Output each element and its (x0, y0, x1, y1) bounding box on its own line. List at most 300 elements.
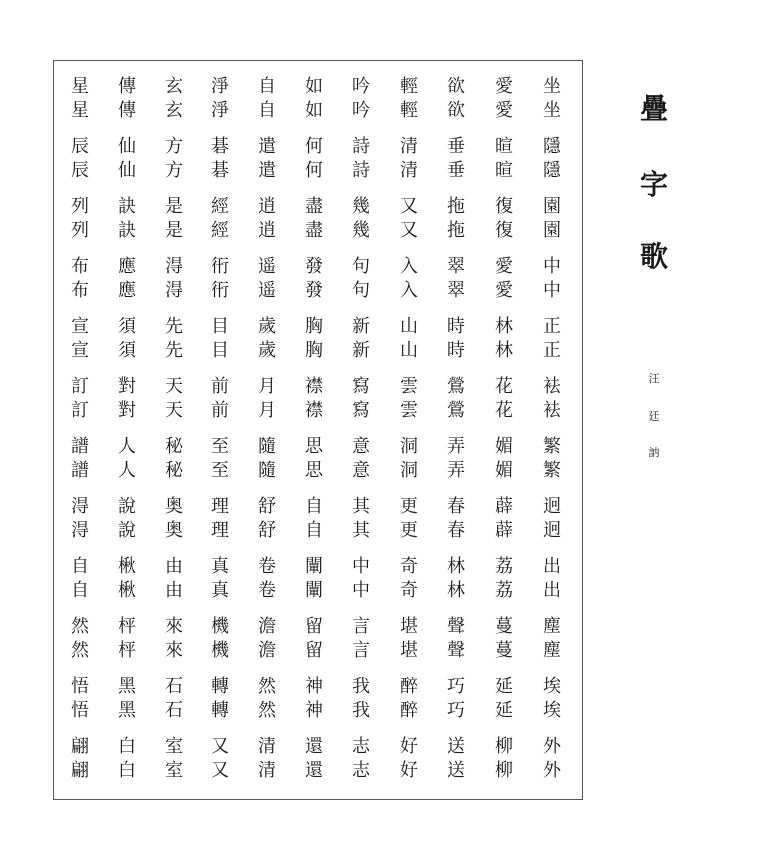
poem-char: 人 (118, 436, 136, 457)
poem-char: 理 (211, 496, 229, 517)
poem-char: 須 (118, 316, 136, 337)
poem-char: 林 (447, 556, 465, 577)
poem-cell (294, 253, 334, 313)
poem-char: 又 (211, 736, 229, 757)
poem-cell (200, 133, 240, 193)
poem-char: 方 (165, 160, 183, 181)
poem-cell (389, 193, 429, 253)
poem-char: 胸 (305, 316, 323, 337)
poem-char: 卷 (258, 580, 276, 601)
title-char: 字 (639, 168, 668, 201)
poem-char: 塵 (543, 616, 561, 637)
poem-cell (436, 313, 476, 373)
title-char: 疊 (639, 92, 668, 125)
poem-char: 坐 (543, 100, 561, 121)
poem-cell (154, 133, 194, 193)
poem-char: 雲 (400, 400, 418, 421)
poem-char: 天 (165, 400, 183, 421)
poem-cell (107, 373, 147, 433)
poem-char: 先 (165, 316, 183, 337)
poem-char: 隱 (543, 160, 561, 181)
poem-cell (436, 253, 476, 313)
poem-char: 洞 (400, 436, 418, 457)
poem-cell (389, 373, 429, 433)
poem-char: 外 (543, 760, 561, 781)
poem-char: 至 (211, 436, 229, 457)
poem-char: 列 (71, 220, 89, 241)
poem-char: 玄 (165, 76, 183, 97)
poem-column (389, 73, 429, 793)
poem-char: 列 (71, 196, 89, 217)
poem-cell (154, 553, 194, 613)
poem-cell (532, 73, 572, 133)
poem-cell (200, 373, 240, 433)
poem-char: 入 (400, 256, 418, 277)
poem-column (484, 73, 524, 793)
poem-cell (436, 493, 476, 553)
poem-cell (389, 73, 429, 133)
poem-char: 淨 (211, 100, 229, 121)
poem-cell (294, 733, 334, 793)
author-char: 汪 (648, 372, 660, 385)
poem-cell (436, 673, 476, 733)
poem-char: 林 (495, 340, 513, 361)
poem-char: 襟 (305, 400, 323, 421)
poem-char: 自 (258, 100, 276, 121)
poem-char: 山 (400, 316, 418, 337)
poem-cell (107, 553, 147, 613)
poem-char: 楸 (118, 556, 136, 577)
poem-char: 仙 (118, 136, 136, 157)
poem-column (436, 73, 476, 793)
poem-char: 然 (71, 616, 89, 637)
poem-frame (53, 60, 583, 800)
poem-char: 弄 (447, 460, 465, 481)
poem-char: 淨 (211, 76, 229, 97)
poem-cell (247, 313, 287, 373)
poem-char: 好 (400, 760, 418, 781)
poem-char: 闡 (305, 556, 323, 577)
poem-char: 巧 (447, 700, 465, 721)
poem-char: 幾 (352, 220, 370, 241)
poem-char: 說 (118, 496, 136, 517)
poem-cell (341, 133, 381, 193)
poem-cell (107, 733, 147, 793)
poem-char: 目 (211, 340, 229, 361)
poem-char: 說 (118, 520, 136, 541)
poem-char: 幾 (352, 196, 370, 217)
poem-char: 楸 (118, 580, 136, 601)
poem-cell (341, 193, 381, 253)
poem-cell (200, 553, 240, 613)
poem-cell (436, 733, 476, 793)
poem-cell (341, 613, 381, 673)
poem-cell (200, 433, 240, 493)
poem-char: 星 (71, 76, 89, 97)
poem-char: 經 (211, 196, 229, 217)
poem-cell (200, 673, 240, 733)
poem-cell (341, 253, 381, 313)
poem-cell (60, 373, 100, 433)
poem-char: 譜 (71, 436, 89, 457)
poem-char: 堪 (400, 616, 418, 637)
poem-char: 遥 (258, 256, 276, 277)
poem-cell (154, 253, 194, 313)
poem-char: 其 (352, 496, 370, 517)
poem-char: 機 (211, 616, 229, 637)
poem-cell (484, 613, 524, 673)
poem-cell (247, 673, 287, 733)
poem-cell (436, 73, 476, 133)
poem-cell (436, 553, 476, 613)
poem-cell (247, 373, 287, 433)
poem-char: 時 (447, 340, 465, 361)
poem-cell (532, 193, 572, 253)
poem-char: 襟 (305, 376, 323, 397)
poem-cell (200, 613, 240, 673)
poem-cell (294, 373, 334, 433)
poem-char: 出 (543, 556, 561, 577)
poem-cell (60, 313, 100, 373)
poem-char: 是 (165, 220, 183, 241)
poem-char: 復 (495, 220, 513, 241)
poem-cell (532, 493, 572, 553)
poem-char: 碁 (211, 160, 229, 181)
poem-char: 胸 (305, 340, 323, 361)
poem-char: 來 (165, 616, 183, 637)
poem-char: 延 (495, 676, 513, 697)
poem-cell (294, 313, 334, 373)
poem-char: 園 (543, 220, 561, 241)
poem-char: 由 (165, 556, 183, 577)
poem-char: 吟 (352, 100, 370, 121)
poem-char: 堪 (400, 640, 418, 661)
poem-cell (484, 133, 524, 193)
poem-char: 林 (447, 580, 465, 601)
poem-char: 林 (495, 316, 513, 337)
poem-char: 我 (352, 700, 370, 721)
poem-cell (294, 613, 334, 673)
poem-char: 自 (305, 520, 323, 541)
poem-char: 埃 (543, 700, 561, 721)
poem-char: 淂 (165, 256, 183, 277)
poem-char: 月 (258, 400, 276, 421)
poem-char: 轉 (211, 676, 229, 697)
poem-char: 迥 (543, 520, 561, 541)
poem-cell (154, 193, 194, 253)
poem-char: 柳 (495, 736, 513, 757)
poem-char: 埃 (543, 676, 561, 697)
poem-char: 春 (447, 520, 465, 541)
poem-char: 還 (305, 760, 323, 781)
poem-char: 山 (400, 340, 418, 361)
poem-char: 薜 (495, 496, 513, 517)
poem-char: 思 (305, 460, 323, 481)
poem-char: 卷 (258, 556, 276, 577)
poem-char: 自 (305, 496, 323, 517)
poem-cell (436, 133, 476, 193)
poem-char: 真 (211, 580, 229, 601)
poem-char: 澹 (258, 616, 276, 637)
poem-cell (60, 553, 100, 613)
poem-char: 寫 (352, 376, 370, 397)
poem-char: 送 (447, 760, 465, 781)
poem-char: 傳 (118, 100, 136, 121)
poem-char: 布 (71, 280, 89, 301)
poem-char: 然 (71, 640, 89, 661)
poem-char: 春 (447, 496, 465, 517)
poem-cell (294, 73, 334, 133)
poem-char: 奇 (400, 580, 418, 601)
poem-char: 暄 (495, 160, 513, 181)
poem-char: 遥 (258, 280, 276, 301)
poem-char: 歲 (258, 340, 276, 361)
poem-cell (484, 373, 524, 433)
poem-char: 對 (118, 400, 136, 421)
poem-cell (107, 493, 147, 553)
poem-char: 清 (258, 736, 276, 757)
poem-char: 垂 (447, 136, 465, 157)
poem-cell (154, 373, 194, 433)
poem-char: 句 (352, 256, 370, 277)
poem-char: 如 (305, 100, 323, 121)
poem-char: 坐 (543, 76, 561, 97)
poem-cell (532, 313, 572, 373)
poem-char: 仙 (118, 160, 136, 181)
poem-cell (247, 733, 287, 793)
poem-char: 志 (352, 736, 370, 757)
poem-char: 然 (258, 700, 276, 721)
poem-cell (107, 253, 147, 313)
poem-char: 蔓 (495, 640, 513, 661)
poem-char: 柳 (495, 760, 513, 781)
poem-char: 迥 (543, 496, 561, 517)
poem-char: 逍 (258, 196, 276, 217)
poem-char: 時 (447, 316, 465, 337)
poem-cell (107, 133, 147, 193)
poem-char: 清 (400, 136, 418, 157)
poem-cell (107, 673, 147, 733)
poem-char: 來 (165, 640, 183, 661)
poem-char: 是 (165, 196, 183, 217)
poem-char: 隱 (543, 136, 561, 157)
title-char: 歌 (639, 240, 668, 273)
poem-cell (341, 433, 381, 493)
poem-cell (200, 73, 240, 133)
poem-char: 志 (352, 760, 370, 781)
poem-char: 繁 (543, 436, 561, 457)
poem-cell (60, 493, 100, 553)
poem-column (154, 73, 194, 793)
poem-char: 愛 (495, 256, 513, 277)
poem-cell (154, 613, 194, 673)
poem-cell (60, 253, 100, 313)
poem-cell (389, 253, 429, 313)
poem-char: 白 (118, 736, 136, 757)
poem-char: 欲 (447, 100, 465, 121)
poem-char: 布 (71, 256, 89, 277)
poem-cell (154, 673, 194, 733)
poem-char: 正 (543, 340, 561, 361)
poem-char: 清 (400, 160, 418, 181)
poem-char: 雲 (400, 376, 418, 397)
poem-char: 醉 (400, 676, 418, 697)
poem-char: 至 (211, 460, 229, 481)
poem-char: 吟 (352, 76, 370, 97)
poem-char: 自 (258, 76, 276, 97)
poem-char: 衎 (211, 256, 229, 277)
poem-cell (532, 253, 572, 313)
poem-char: 應 (118, 256, 136, 277)
poem-char: 辰 (71, 136, 89, 157)
poem-char: 正 (543, 316, 561, 337)
poem-char: 舒 (258, 520, 276, 541)
poem-cell (484, 493, 524, 553)
poem-char: 發 (305, 280, 323, 301)
poem-char: 秘 (165, 460, 183, 481)
poem-char: 白 (118, 760, 136, 781)
poem-char: 洞 (400, 460, 418, 481)
poem-char: 訣 (118, 196, 136, 217)
poem-char: 何 (305, 136, 323, 157)
poem-char: 天 (165, 376, 183, 397)
poem-char: 宣 (71, 316, 89, 337)
poem-char: 經 (211, 220, 229, 241)
poem-char: 黑 (118, 676, 136, 697)
poem-char: 宣 (71, 340, 89, 361)
poem-char: 花 (495, 376, 513, 397)
poem-char: 隨 (258, 436, 276, 457)
poem-char: 盡 (305, 196, 323, 217)
poem-char: 意 (352, 460, 370, 481)
poem-char: 輕 (400, 76, 418, 97)
poem-char: 薜 (495, 520, 513, 541)
poem-column (200, 73, 240, 793)
poem-char: 石 (165, 700, 183, 721)
poem-char: 延 (495, 700, 513, 721)
poem-cell (200, 493, 240, 553)
poem-cell (532, 433, 572, 493)
poem-cell (532, 133, 572, 193)
poem-cell (107, 193, 147, 253)
poem-char: 翠 (447, 280, 465, 301)
poem-cell (107, 613, 147, 673)
poem-cell (532, 673, 572, 733)
poem-cell (484, 433, 524, 493)
poem-char: 還 (305, 736, 323, 757)
poem-cell (532, 553, 572, 613)
poem-char: 園 (543, 196, 561, 217)
poem-char: 方 (165, 136, 183, 157)
poem-char: 翩 (71, 736, 89, 757)
poem-char: 聲 (447, 640, 465, 661)
poem-char: 神 (305, 700, 323, 721)
poem-cell (484, 193, 524, 253)
poem-cell (294, 493, 334, 553)
poem-char: 好 (400, 736, 418, 757)
poem-char: 欲 (447, 76, 465, 97)
poem-char: 悟 (71, 700, 89, 721)
poem-char: 中 (543, 256, 561, 277)
poem-char: 意 (352, 436, 370, 457)
poem-char: 奥 (165, 496, 183, 517)
poem-char: 舒 (258, 496, 276, 517)
poem-char: 思 (305, 436, 323, 457)
poem-cell (389, 493, 429, 553)
poem-cell (154, 733, 194, 793)
poem-char: 言 (352, 640, 370, 661)
poem-cell (389, 553, 429, 613)
poem-cell (341, 373, 381, 433)
poem-char: 暄 (495, 136, 513, 157)
poem-char: 由 (165, 580, 183, 601)
poem-cell (107, 313, 147, 373)
author-char: 訥 (648, 446, 660, 459)
poem-cell (200, 253, 240, 313)
poem-char: 又 (400, 220, 418, 241)
poem-column (532, 73, 572, 793)
poem-char: 輕 (400, 100, 418, 121)
poem-char: 真 (211, 556, 229, 577)
poem-char: 然 (258, 676, 276, 697)
poem-cell (60, 673, 100, 733)
poem-column (107, 73, 147, 793)
poem-char: 須 (118, 340, 136, 361)
poem-char: 玄 (165, 100, 183, 121)
poem-char: 更 (400, 520, 418, 541)
poem-char: 目 (211, 316, 229, 337)
poem-char: 室 (165, 760, 183, 781)
poem-char: 寫 (352, 400, 370, 421)
poem-column (247, 73, 287, 793)
poem-char: 新 (352, 316, 370, 337)
poem-char: 人 (118, 460, 136, 481)
poem-column (341, 73, 381, 793)
poem-cell (484, 253, 524, 313)
poem-char: 發 (305, 256, 323, 277)
poem-char: 轉 (211, 700, 229, 721)
poem-char: 石 (165, 676, 183, 697)
poem-cell (532, 733, 572, 793)
poem-char: 歲 (258, 316, 276, 337)
poem-char: 更 (400, 496, 418, 517)
poem-cell (341, 493, 381, 553)
poem-char: 外 (543, 736, 561, 757)
poem-char: 媚 (495, 460, 513, 481)
poem-char: 衎 (211, 280, 229, 301)
poem-char: 中 (352, 580, 370, 601)
poem-char: 袪 (543, 376, 561, 397)
poem-char: 遣 (258, 160, 276, 181)
poem-char: 逍 (258, 220, 276, 241)
poem-char: 枰 (118, 640, 136, 661)
poem-cell (436, 433, 476, 493)
poem-cell (294, 193, 334, 253)
poem-cell (154, 73, 194, 133)
poem-char: 悟 (71, 676, 89, 697)
poem-char: 訂 (71, 400, 89, 421)
poem-char: 前 (211, 400, 229, 421)
poem-char: 袪 (543, 400, 561, 421)
poem-cell (341, 313, 381, 373)
poem-cell (484, 553, 524, 613)
poem-char: 盡 (305, 220, 323, 241)
poem-char: 愛 (495, 76, 513, 97)
poem-cell (389, 433, 429, 493)
poem-char: 花 (495, 400, 513, 421)
poem-char: 出 (543, 580, 561, 601)
poem-cell (154, 493, 194, 553)
